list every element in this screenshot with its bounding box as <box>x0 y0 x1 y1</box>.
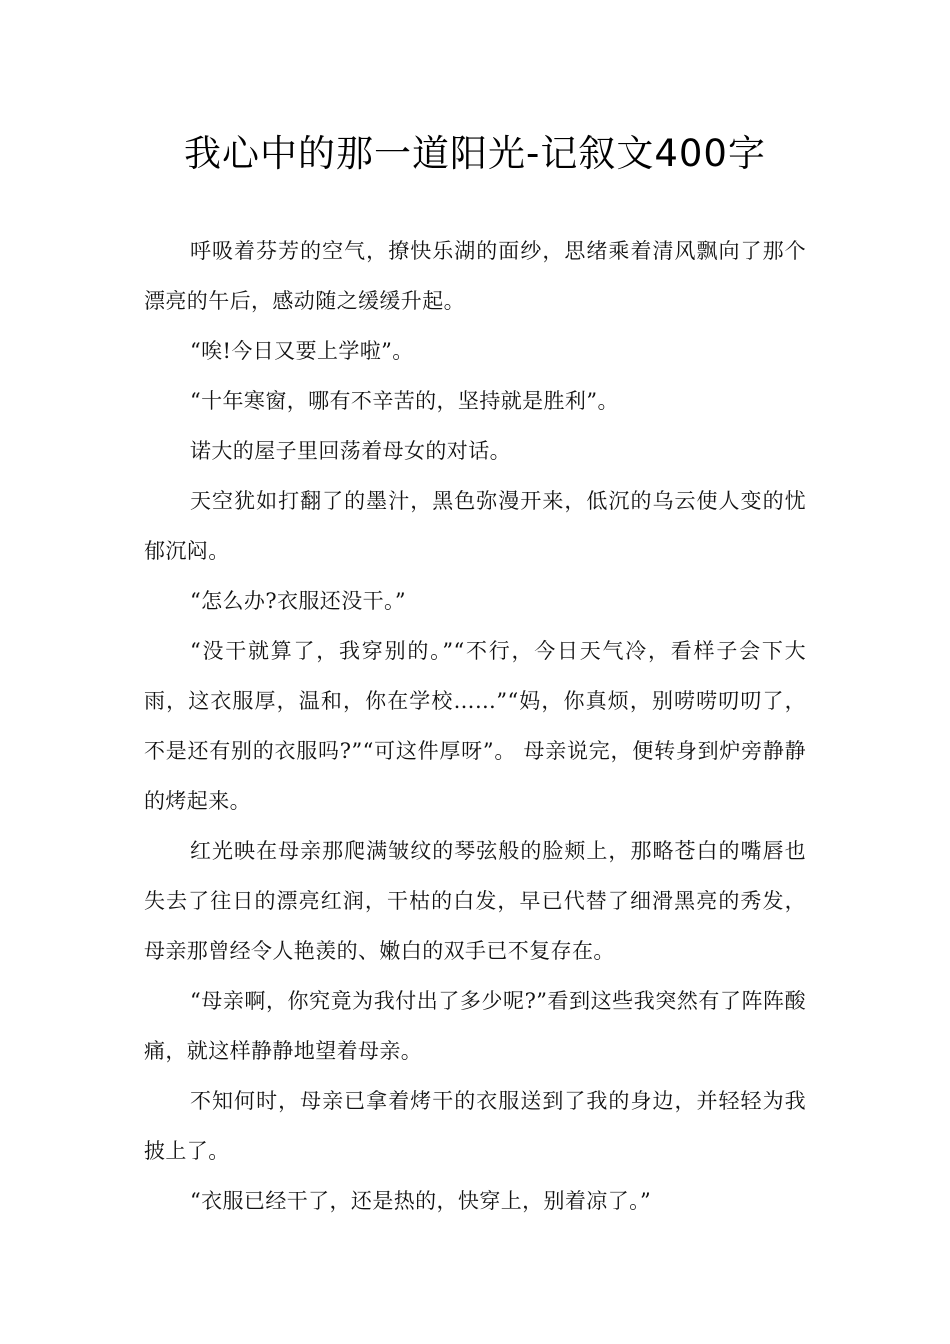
paragraph: 呼吸着芬芳的空气，撩快乐湖的面纱，思绪乘着清风飘向了那个漂亮的午后，感动随之缓缓升起。 <box>144 239 806 313</box>
paragraph: “十年寒窗，哪有不辛苦的，坚持就是胜利”。 <box>190 389 619 413</box>
paragraph: “母亲啊，你究竟为我付出了多少呢?”看到这些我突然有了阵阵酸痛，就这样静静地望着母亲。 <box>144 989 806 1063</box>
paragraph: 天空犹如打翻了的墨汁，黑色弥漫开来，低沉的乌云使人变的忧郁沉闷。 <box>144 489 806 563</box>
paragraph: 诺大的屋子里回荡着母女的对话。 <box>190 439 511 463</box>
paragraph: “没干就算了，我穿别的。”“不行，今日天气冷，看样子会下大雨，这衣服厚，温和，你在学校……”“妈，你真烦，别唠唠叨叨了，不是还有别的衣服吗?”“可这件厚呀”。 母亲说完，便转身到炉旁静静的烤起来。 <box>144 639 806 813</box>
paragraph: 不知何时，母亲已拿着烤干的衣服送到了我的身边，并轻轻为我披上了。 <box>144 1089 806 1163</box>
paragraph: 红光映在母亲那爬满皱纹的琴弦般的脸颊上，那略苍白的嘴唇也失去了往日的漂亮红润，干枯的白发，早已代替了细滑黑亮的秀发，母亲那曾经令人艳羡的、嫩白的双手已不复存在。 <box>144 839 806 963</box>
document-body <box>144 226 806 1226</box>
document-title: 我心中的那一道阳光-记叙文400字 <box>184 132 766 175</box>
paragraph: “衣服已经干了，还是热的，快穿上，别着凉了。” <box>190 1189 652 1213</box>
paragraph: “怎么办?衣服还没干。” <box>190 589 407 613</box>
paragraph: “唉!今日又要上学啦”。 <box>190 339 414 363</box>
